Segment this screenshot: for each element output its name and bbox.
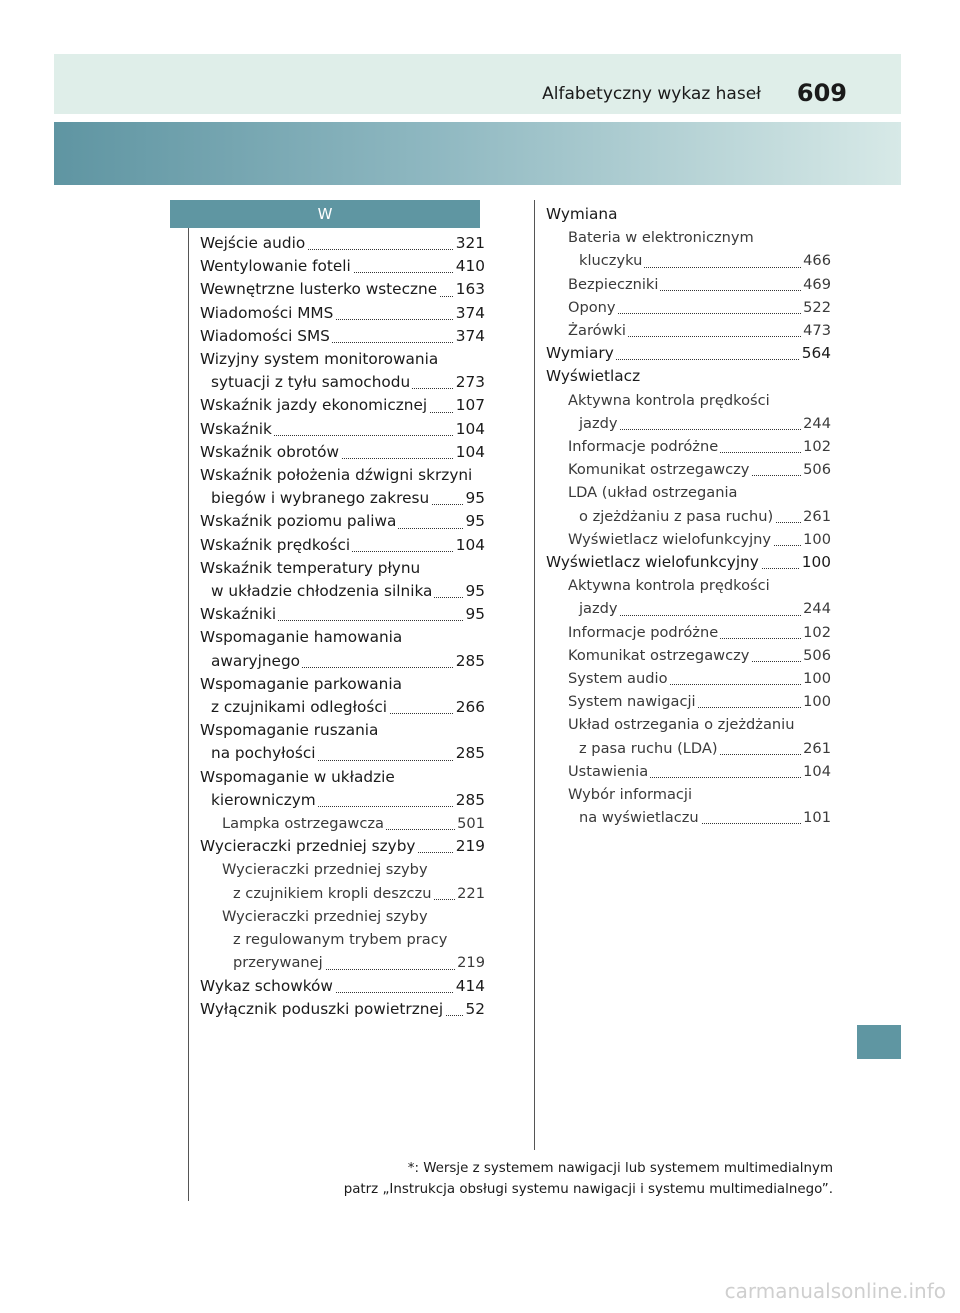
index-term: Komunikat ostrzegawczy: [568, 461, 750, 479]
page-reference: 501: [455, 812, 485, 835]
index-subentry-line: [546, 644, 831, 667]
page-reference: 522: [801, 296, 831, 319]
index-entry-line: [200, 626, 485, 649]
page-reference: 100: [801, 667, 831, 690]
index-subentry-line: [546, 737, 831, 760]
index-subentry-line: [546, 621, 831, 644]
index-subentry-line: [546, 505, 831, 528]
page-reference: 219: [455, 951, 485, 974]
index-entry-line: [200, 232, 485, 255]
index-entry-line: [200, 696, 485, 719]
index-term: Informacje podróżne: [568, 438, 719, 456]
index-term: na pochyłości: [211, 744, 316, 763]
index-term: Komunikat ostrzegawczy: [568, 646, 750, 664]
page-reference: 100: [801, 690, 831, 713]
page-reference: 414: [454, 975, 485, 998]
page-reference: 102: [801, 621, 831, 644]
page-reference: 104: [454, 534, 485, 557]
index-term: z regulowanym trybem pracy: [233, 931, 448, 949]
index-term: Wskaźnik prędkości: [200, 535, 351, 554]
section-letter: W: [170, 200, 480, 228]
page-reference: 52: [464, 998, 485, 1021]
index-subentry-line: [546, 760, 831, 783]
index-subentry-line: [546, 389, 831, 412]
page-reference: 95: [464, 487, 485, 510]
index-term: z czujnikami odległości: [211, 698, 387, 717]
index-term: w układzie chłodzenia silnika: [211, 582, 433, 601]
index-term: na wyświetlaczu: [579, 809, 699, 827]
page-reference: 261: [801, 737, 831, 760]
index-term: Wentylowanie foteli: [200, 257, 351, 276]
index-term: System audio: [568, 670, 668, 688]
index-subentry-line: [546, 296, 831, 319]
index-entry-line: [200, 742, 485, 765]
index-subentry-line: [546, 806, 831, 829]
index-term: Wspomaganie ruszania: [200, 721, 379, 740]
index-term: Aktywna kontrola prędkości: [568, 577, 770, 595]
index-term: biegów i wybranego zakresu: [211, 489, 430, 508]
page-reference: 100: [800, 551, 831, 574]
index-entry-line: [200, 255, 485, 278]
left-index-column: [200, 232, 485, 1021]
page-reference: 469: [801, 273, 831, 296]
index-entry-line: [200, 394, 485, 417]
index-entry-line: [200, 789, 485, 812]
index-subentry-line: [200, 812, 485, 835]
footnote-line-1: *: Wersje z systemem nawigacji lub systemem multimedialnym: [407, 1161, 833, 1176]
index-entry-line: [200, 302, 485, 325]
index-term: z czujnikiem kropli deszczu: [233, 884, 432, 902]
index-term: przerywanej: [233, 954, 323, 972]
index-term: Wyświetlacz wielofunkcyjny: [546, 553, 759, 572]
index-entry-line: [546, 551, 831, 574]
index-subentry-line: [546, 690, 831, 713]
index-term: Wskaźnik: [200, 419, 272, 438]
page-reference: 107: [454, 394, 485, 417]
index-term: Aktywna kontrola prędkości: [568, 391, 770, 409]
index-subentry-line: [546, 435, 831, 458]
page-reference: 102: [801, 435, 831, 458]
index-entry-line: [200, 580, 485, 603]
index-term: Wycieraczki przedniej szyby: [222, 861, 428, 879]
page-reference: 261: [801, 505, 831, 528]
index-entry-line: [200, 510, 485, 533]
index-entry-line: [200, 278, 485, 301]
index-term: Żarówki: [568, 322, 626, 340]
index-entry-line: [200, 487, 485, 510]
page-reference: 244: [801, 597, 831, 620]
index-entry-line: [200, 835, 485, 858]
index-entry-line: [200, 998, 485, 1021]
index-entry-line: [200, 418, 485, 441]
index-term: Wskaźnik obrotów: [200, 442, 340, 461]
index-term: Wewnętrzne lusterko wsteczne: [200, 280, 438, 299]
index-term: Wejście audio: [200, 234, 306, 252]
page-reference: 100: [801, 528, 831, 551]
page-reference: 410: [454, 255, 485, 278]
page-reference: 244: [801, 412, 831, 435]
page-reference: 374: [454, 302, 485, 325]
index-term: System nawigacji: [568, 693, 696, 711]
page-reference: 285: [454, 789, 485, 812]
index-entry-line: [200, 534, 485, 557]
index-subentry-line: [200, 858, 485, 881]
index-term: Wymiary: [546, 344, 614, 363]
index-term: Wycieraczki przedniej szyby: [222, 907, 428, 925]
page-reference: 101: [801, 806, 831, 829]
index-subentry-line: [546, 319, 831, 342]
index-term: Wskaźnik położenia dźwigni skrzyni: [200, 466, 473, 485]
index-entry-line: [200, 348, 485, 371]
index-term: Wskaźnik jazdy ekonomicznej: [200, 396, 428, 415]
index-entry-line: [200, 650, 485, 673]
page-reference: 321: [454, 232, 485, 255]
left-column-rule: [188, 228, 189, 1201]
index-subentry-line: [546, 412, 831, 435]
index-term: Wizyjny system monitorowania: [200, 350, 439, 369]
index-term: Wycieraczki przedniej szyby: [200, 837, 416, 856]
index-term: jazdy: [579, 414, 618, 432]
index-term: Wyświetlacz: [546, 367, 641, 386]
page-reference: 374: [454, 325, 485, 348]
index-term: kluczyku: [579, 252, 643, 270]
index-term: sytuacji z tyłu samochodu: [211, 373, 411, 392]
watermark: carmanualsonline.info: [724, 1279, 946, 1303]
index-term: Wspomaganie hamowania: [200, 628, 403, 647]
index-subentry-line: [200, 905, 485, 928]
index-term: kierowniczym: [211, 790, 316, 809]
index-term: Wymiana: [546, 205, 618, 223]
page-reference: 273: [454, 371, 485, 394]
index-entry-line: [200, 371, 485, 394]
index-subentry-line: [546, 249, 831, 272]
page-reference: 466: [801, 249, 831, 272]
page-reference: 95: [464, 510, 485, 533]
page-reference: 104: [454, 418, 485, 441]
page-reference: 266: [454, 696, 485, 719]
index-entry-line: [200, 325, 485, 348]
index-entry-line: [546, 342, 831, 365]
section-tab: [857, 1025, 901, 1059]
page-reference: 285: [454, 650, 485, 673]
index-term: Bezpieczniki: [568, 275, 659, 293]
index-subentry-line: [200, 882, 485, 905]
page-header: [54, 54, 901, 114]
page-reference: 506: [801, 458, 831, 481]
index-subentry-line: [546, 528, 831, 551]
index-term: awaryjnego: [211, 651, 301, 670]
center-column-rule: [534, 200, 535, 1150]
page-reference: 506: [801, 644, 831, 667]
index-subentry-line: [200, 928, 485, 951]
index-subentry-line: [546, 574, 831, 597]
page-reference: 104: [801, 760, 831, 783]
index-term: Układ ostrzegania o zjeżdżaniu: [568, 716, 795, 734]
index-term: Bateria w elektronicznym: [568, 229, 754, 247]
footnote: [344, 1158, 833, 1200]
index-subentry-line: [546, 273, 831, 296]
index-term: Wyłącznik poduszki powietrznej: [200, 999, 444, 1018]
index-term: Wskaźniki: [200, 605, 277, 624]
index-subentry-line: [546, 458, 831, 481]
index-subentry-line: [546, 226, 831, 249]
index-subentry-line: [546, 783, 831, 806]
index-term: Wskaźnik temperatury płynu: [200, 558, 421, 577]
index-entry-line: [200, 441, 485, 464]
page-reference: 285: [454, 742, 485, 765]
index-term: o zjeżdżaniu z pasa ruchu): [579, 507, 774, 525]
index-entry-line: [546, 203, 831, 226]
index-entry-line: [200, 464, 485, 487]
index-term: Wiadomości MMS: [200, 303, 334, 322]
index-term: Wybór informacji: [568, 786, 693, 804]
index-subentry-line: [546, 481, 831, 504]
index-term: LDA (układ ostrzegania: [568, 484, 738, 502]
index-term: jazdy: [579, 600, 618, 618]
index-term: Wyświetlacz wielofunkcyjny: [568, 530, 772, 548]
index-term: Wskaźnik poziomu paliwa: [200, 512, 397, 531]
index-subentry-line: [546, 667, 831, 690]
header-title: Alfabetyczny wykaz haseł: [542, 84, 761, 104]
footnote-line-2: patrz „Instrukcja obsługi systemu nawigacji i systemu multimedialnego”.: [343, 1182, 833, 1197]
index-term: Wspomaganie parkowania: [200, 674, 402, 693]
page-number: 609: [796, 79, 847, 107]
index-entry-line: [200, 557, 485, 580]
index-entry-line: [546, 365, 831, 388]
index-term: Ustawienia: [568, 762, 649, 780]
index-subentry-line: [546, 713, 831, 736]
index-entry-line: [200, 975, 485, 998]
page-reference: 163: [454, 278, 485, 301]
index-entry-line: [200, 603, 485, 626]
index-subentry-line: [546, 597, 831, 620]
index-entry-line: [200, 766, 485, 789]
index-subentry-line: [200, 951, 485, 974]
index-term: Opony: [568, 298, 616, 316]
index-term: Lampka ostrzegawcza: [222, 815, 384, 833]
index-term: Wykaz schowków: [200, 976, 333, 995]
page-reference: 104: [454, 441, 485, 464]
index-term: z pasa ruchu (LDA): [579, 739, 718, 757]
index-term: Informacje podróżne: [568, 623, 719, 641]
page-reference: 219: [454, 835, 485, 858]
index-term: Wiadomości SMS: [200, 326, 330, 345]
page-reference: 221: [455, 882, 485, 905]
right-index-column: [546, 203, 831, 829]
index-entry-line: [200, 719, 485, 742]
page-reference: 564: [800, 342, 831, 365]
page-reference: 473: [801, 319, 831, 342]
index-term: Wspomaganie w układzie: [200, 767, 395, 786]
index-entry-line: [200, 673, 485, 696]
page-reference: 95: [464, 603, 485, 626]
page-reference: 95: [464, 580, 485, 603]
decorative-band: [54, 122, 901, 185]
